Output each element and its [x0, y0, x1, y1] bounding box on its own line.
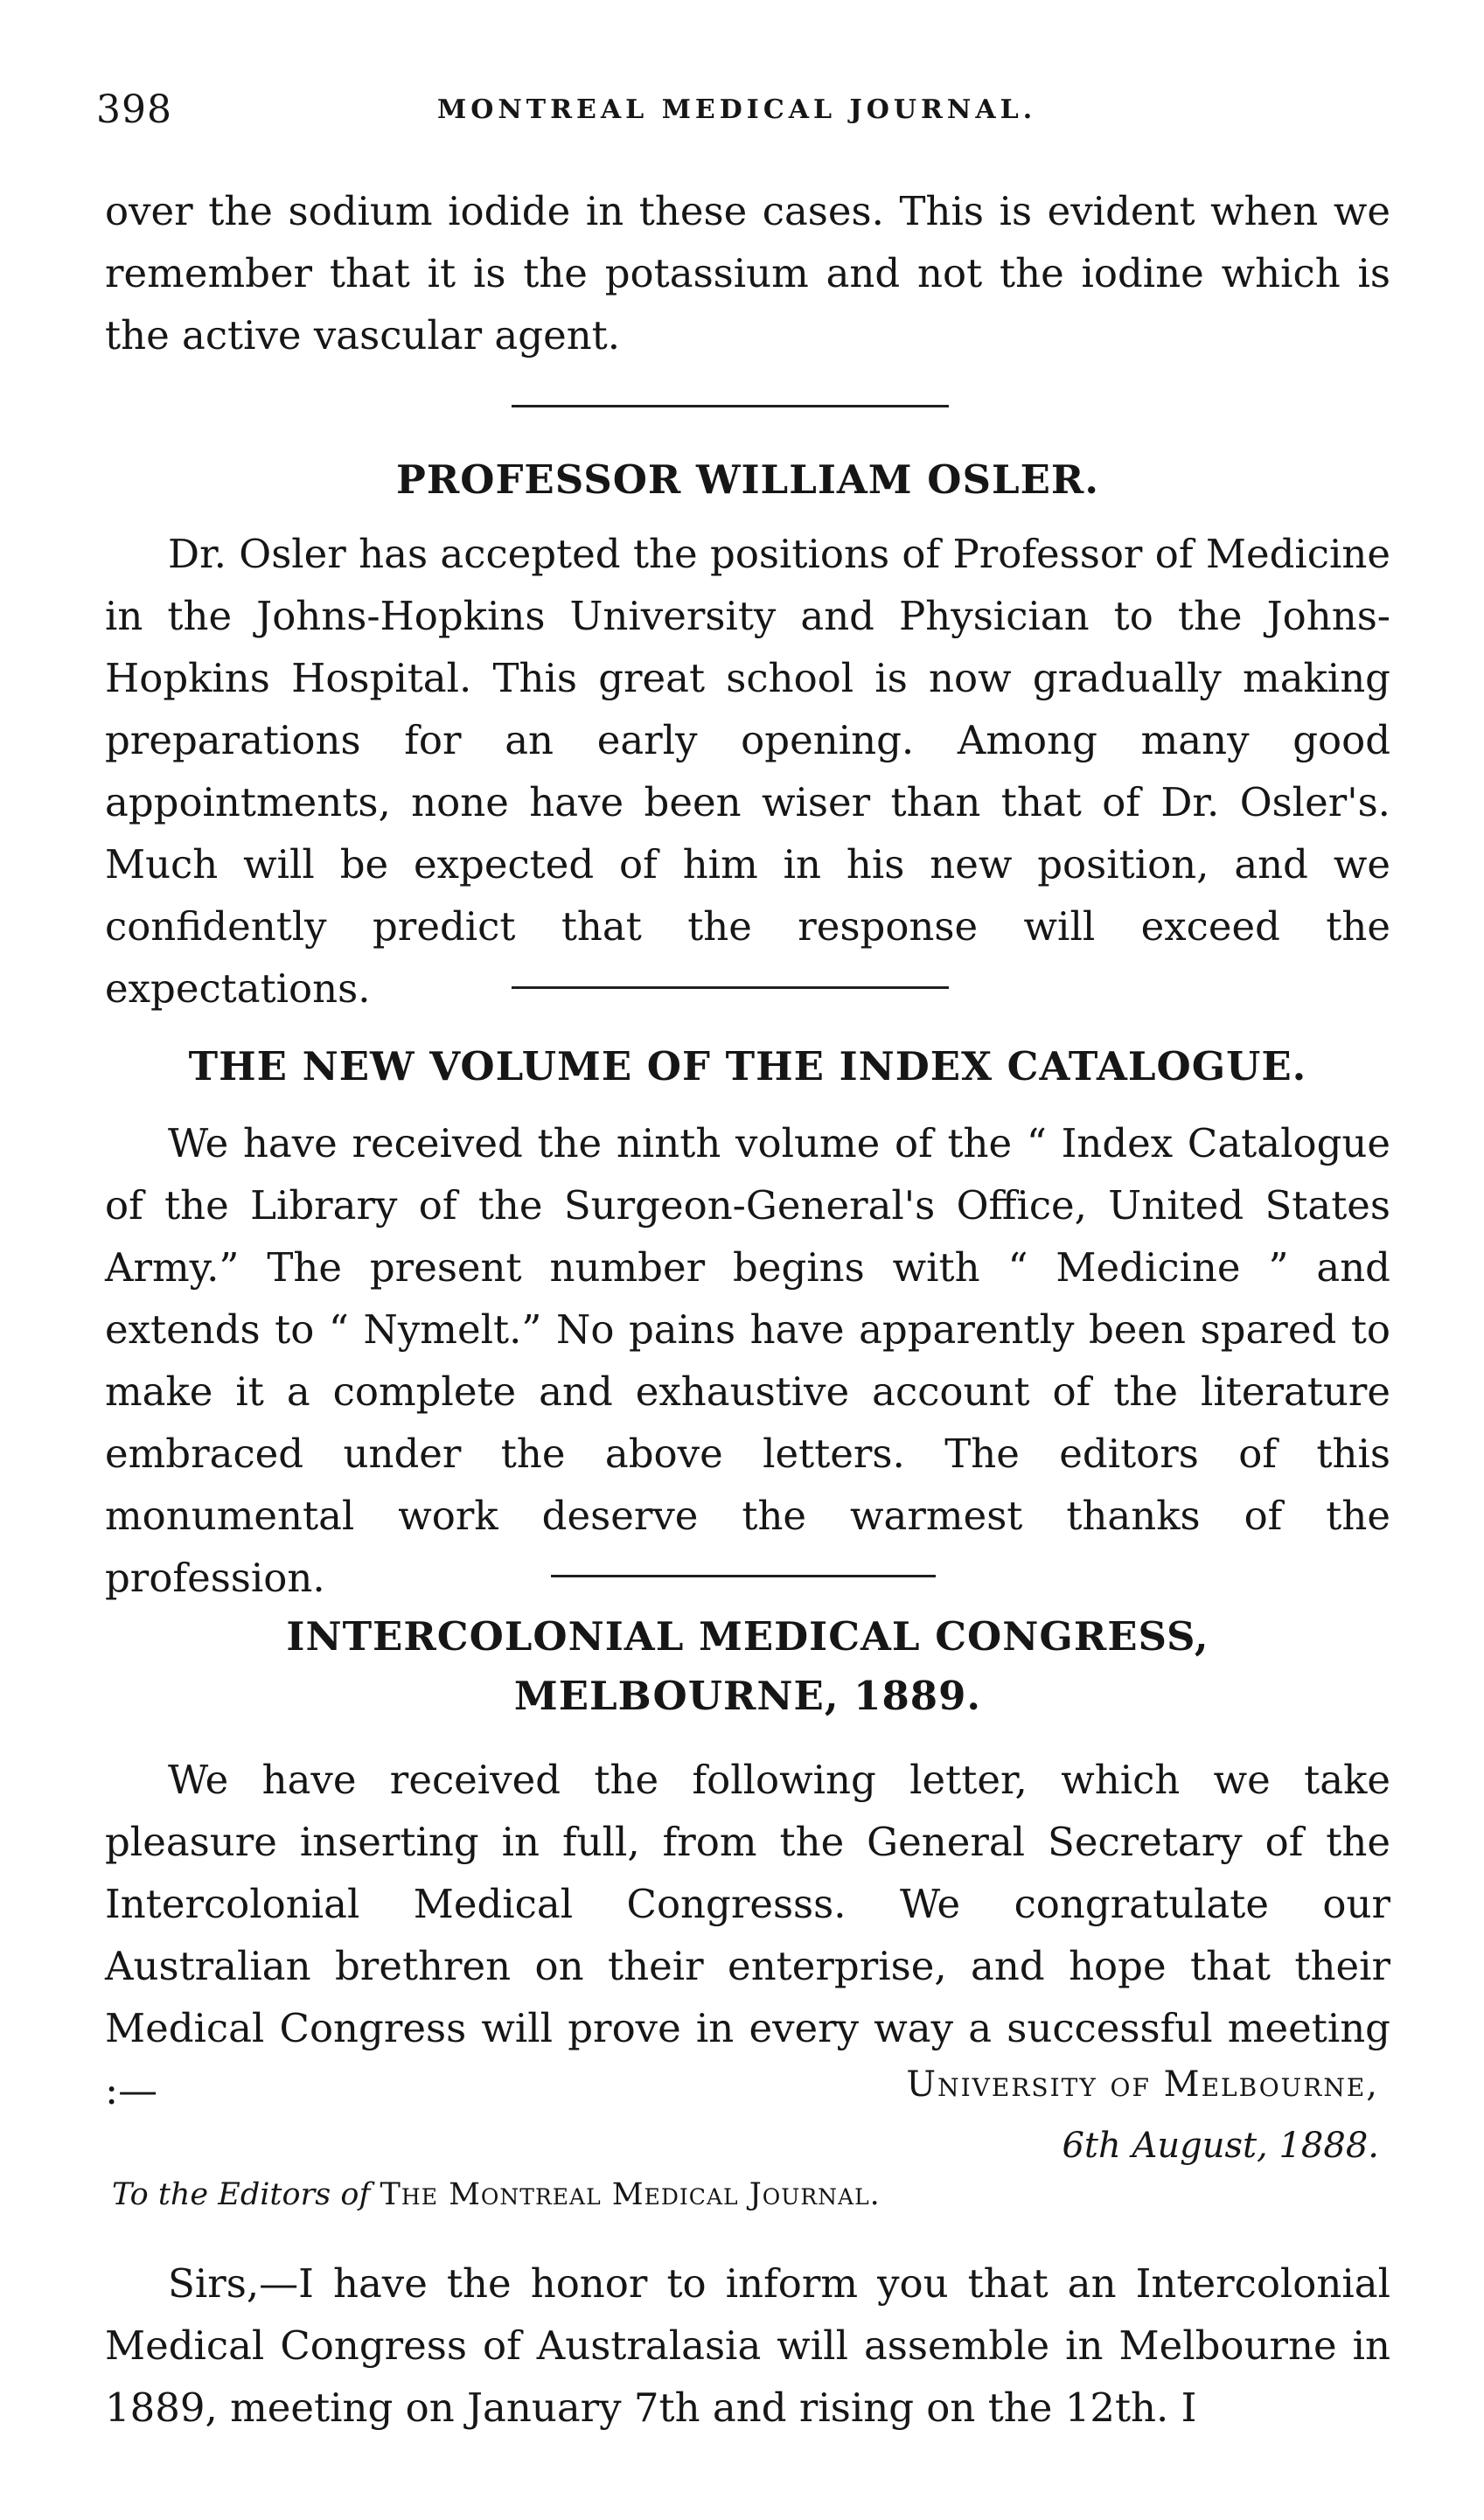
section-heading-osler: PROFESSOR WILLIAM OSLER. [396, 456, 1099, 503]
congress-intro-paragraph: We have received the following letter, which we take pleasure inserting in full, from the General Secretary of the Intercolonial Medical Congresss. We congratulate our Australian brethren on their enterprise, and hope that their Medical Congress will prove in every way a successful meeting :— [105, 1757, 1390, 2113]
section-heading-index-catalogue: THE NEW VOLUME OF THE INDEX CATALOGUE. [188, 1043, 1307, 1089]
index-catalogue-paragraph: We have received the ninth volume of the “ Index Catalogue of the Library of the Surgeon-General's Office, United States Army.” The present number begins with “ Medicine ” and extends to “ Nymelt.” No pains have apparently been spared to make it a complete and exhaustive account of the literature embraced under the above letters. The editors of this monumental work deserve the warmest thanks of the profession. [105, 1120, 1390, 1601]
opening-paragraph: over the sodium iodide in these cases. This is evident when we remember that it is the potassium and not the iodine which is the active vascular agent. [105, 188, 1390, 359]
running-journal-title: MONTREAL MEDICAL JOURNAL. [437, 94, 1037, 125]
addressee-lead: To the Editors of [112, 2177, 371, 2212]
letter-paragraph: Sirs,—I have the honor to inform you that an Intercolonial Medical Congress of Australasia will assemble in Melbourne in 1889, meeting on January 7th and rising on the 12th. I [105, 2260, 1390, 2431]
letter-place [906, 2055, 1379, 2114]
section-divider [551, 1575, 936, 1577]
section-heading-congress-line1: INTERCOLONIAL MEDICAL CONGRESS, [286, 1613, 1209, 1660]
letter-date: 6th August, 1888. [1062, 2126, 1379, 2166]
running-head [96, 87, 1399, 140]
osler-paragraph: Dr. Osler has accepted the positions of Professor of Medicine in the Johns-Hopkins University and Physician to the Johns-Hopkins Hospital. This great school is now gradually making preparations for an early opening. Among many good appointments, none have been wiser than that of Dr. Osler's. Much will be expected of him in his new position, and we confidently predict that the response will exceed the expectations. [105, 531, 1390, 1012]
section-divider [512, 986, 949, 989]
letter-place-text: University of Melbourne, [906, 2064, 1379, 2105]
section-divider [512, 405, 949, 407]
page-number: 398 [96, 87, 172, 132]
letter-addressee [112, 2177, 881, 2212]
section-heading-congress-line2: MELBOURNE, 1889. [513, 1673, 982, 1719]
addressee-journal: The Montreal Medical Journal. [380, 2177, 881, 2212]
